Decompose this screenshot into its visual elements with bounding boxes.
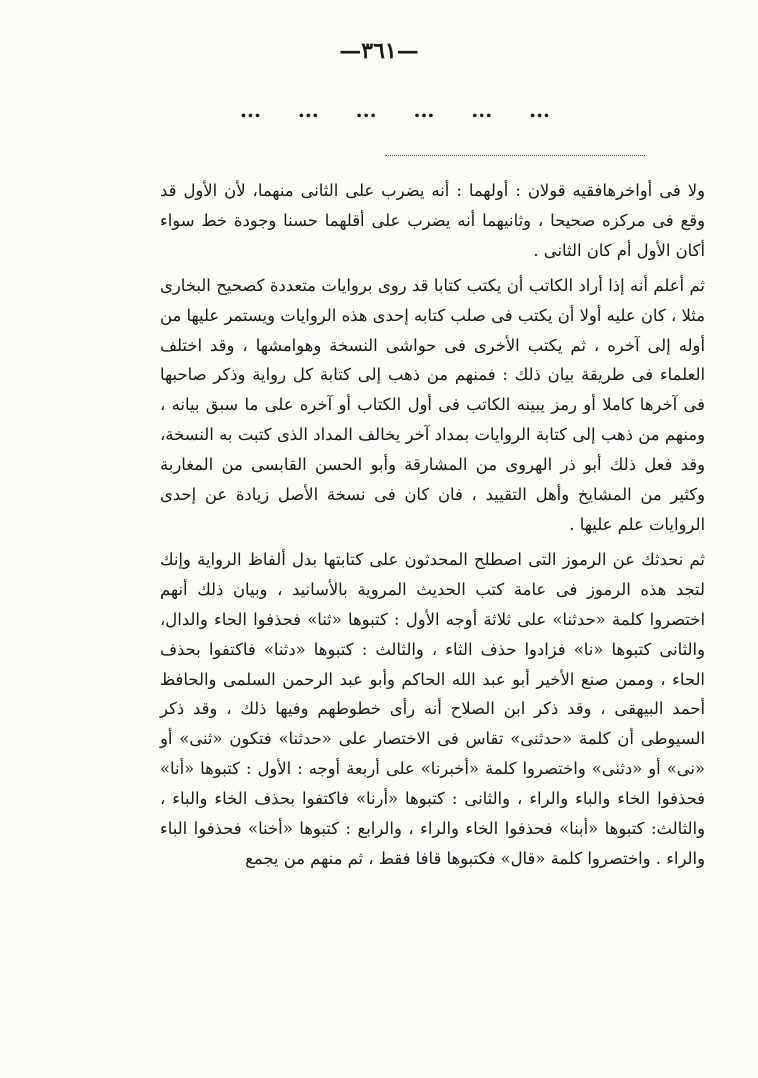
ellipsis-row xyxy=(240,98,550,122)
ellipsis-mark: ... xyxy=(413,98,435,122)
page-number: —٣٦١— xyxy=(339,38,419,64)
ellipsis-mark: ... xyxy=(355,98,377,122)
ellipsis-mark: ... xyxy=(471,98,493,122)
ellipsis-mark: ... xyxy=(529,98,550,122)
paragraph: ولا فى أواخرهافقيه قولان : أولهما : أنه يضرب على الثانى منهما، لأن الأول قد وقع فى مركزه صحيحا ، وثانيهما أنه يضرب على أقلهما حسنا وجودة خط سواء أكان الأول أم كان الثانى . xyxy=(160,181,705,260)
ellipsis-mark: ... xyxy=(297,98,319,122)
ellipsis-mark: ... xyxy=(240,98,261,122)
separator-rule xyxy=(385,155,645,156)
paragraph: ثم أعلم أنه إذا أراد الكاتب أن يكتب كتابا قد روى بروايات متعددة كصحيح البخارى مثلا ، كان عليه أولا أن يكتب فى صلب كتابه إحدى هذه الروايات ويستمر عليها من أوله إلى آخره ، ثم يكتب الأخرى فى حواشى النسخة وهوامشها ، وقد اختلف العلماء فى طريقة بيان ذلك : فمنهم من ذهب إلى كتابة كل رواية وذكر صاحبها فى آخرها كاملا أو رمز يبينه الكاتب فى أول الكتاب أو آخره على ما سبق بيانه ، ومنهم من ذهب إلى كتابة الروايات بمداد آخر يخالف المداد الذى كتبت به النسخة، وقد فعل ذلك أبو ذر الهروى من المشارقة وأبو الحسن القابسى من المغاربة وكثير من المشايخ وأهل التقييد ، فان كان فى نسخة الأصل زيادة عن إحدى الروايات علم عليها . xyxy=(160,275,705,534)
paragraph: ثم نحدثك عن الرموز التى اصطلح المحدثون على كتابتها بدل ألفاظ الرواية وإنك لتجد هذه الرموز فى عامة كتب الحديث المروية بالأسانيد ، وبيان ذلك أنهم اختصروا كلمة «حدثنا» على ثلاثة أوجه الأول : كتبوها «ثنا» فحذفوا الحاء والدال، والثانى كتبوها «نا» فزادوا حذف الثاء ، والثالث : كتبوها «دثنا» فاكتفوا بحذف الحاء ، وممن صنع الأخير أبو عبد الله الحاكم وأبو عبد الرحمن السلمى والحافظ أحمد البيهقى ، وقد ذكر ابن الصلاح أنه رأى خطوطهم وفيها ذلك ، وقد ذكر السيوطى أن كلمة «حدثنى» تقاس فى الاختصار على «حدثنا» فتكون «ثنى» أو «نى» أو «دثنى» واختصروا كلمة «أخبرنا» على أربعة أوجه : الأول : كتبوها «أنا» فحذفوا الخاء والباء والراء ، والثانى : كتبوها «أرنا» فاكتفوا بحذف الخاء والباء ، والثالث: كتبوها «أبنا» فحذفوا الخاء والراء ، والرابع : كتبوها «أخنا» فحذفوا الباء والراء . واختصروا كلمة «قال» فكتبوها قافا فقط ، ثم منهم من يجمع xyxy=(160,549,705,868)
body-text xyxy=(160,176,705,874)
